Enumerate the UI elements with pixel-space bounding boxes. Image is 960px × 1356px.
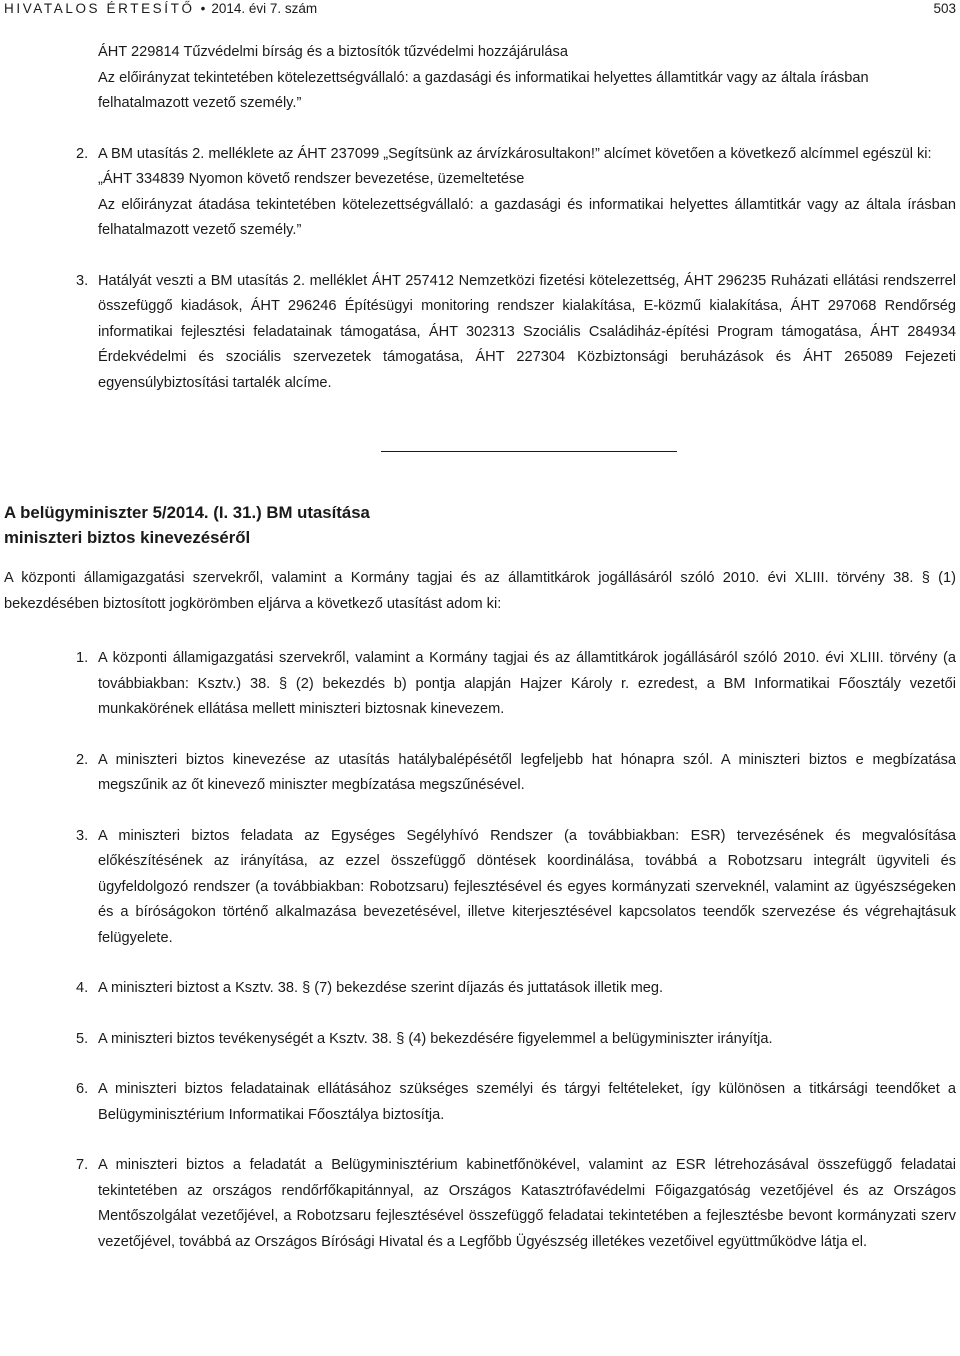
page-body bbox=[0, 40, 960, 1255]
list-item bbox=[0, 748, 960, 799]
title-line: A belügyminiszter 5/2014. (I. 31.) BM utasítása bbox=[4, 503, 370, 522]
list-item bbox=[0, 824, 960, 952]
item-text: Hatályát veszti a BM utasítás 2. melléklet ÁHT 257412 Nemzetközi fizetési kötelezettség, ÁHT 296235 Ruházati ellátási rendszerrel összefüggő kiadások, ÁHT 296246 Építésügyi monitoring rendszer kialakítása, E-közmű kialakítása, ÁHT 297068 Rendőrség informatikai fejlesztési feladatainak támogatása, ÁHT 302313 Szociális Családiház-építési Program támogatása, ÁHT 284934 Érdekvédelmi és szociális szervezetek támogatása, ÁHT 227304 Közbiztonsági beruházások és ÁHT 265089 Fejezeti egyensúlybiztosítási tartalék alcíme. bbox=[98, 272, 956, 391]
item-number: 3. bbox=[76, 272, 89, 289]
header-bullet: • bbox=[200, 1, 206, 16]
quote-line: Az előirányzat átadása tekintetében kötelezettségvállaló: a gazdasági és informatikai helyettes államtitkár vagy az általa írásban felhatalmazott vezető személy.” bbox=[98, 196, 956, 238]
amendment-item bbox=[0, 269, 960, 397]
item-text: A miniszteri biztos tevékenységét a Ksztv. 38. § (4) bekezdésére figyelemmel a belügyminiszter irányítja. bbox=[98, 1030, 773, 1047]
item-number: 6. bbox=[76, 1081, 89, 1097]
continued-quote bbox=[0, 40, 960, 117]
quote-line: Az előirányzat tekintetében kötelezettségvállaló: a gazdasági és informatikai helyettes államtitkár vagy az általa írásban felhatalmazott vezető személy.” bbox=[98, 69, 869, 111]
item-number: 3. bbox=[76, 827, 89, 844]
quote-line: „ÁHT 334839 Nyomon követő rendszer bevezetése, üzemeltetése bbox=[98, 171, 525, 187]
document-title bbox=[0, 500, 960, 550]
list-item bbox=[0, 646, 960, 723]
item-text: A miniszteri biztos a feladatát a Belügyminisztérium kabinetfőnökével, valamint az ESR létrehozásával összefüggő feladatai tekintetében az országos rendőrfőkapitánnyal, az Országos Katasztrófavédelmi Főigazgatóság vezetőjével és az Országos Mentőszolgálat vezetőjével, a Robotzsaru fejlesztésével összefüggő feladatai tekintetében a fejlesztésbe bevont kormányzati szerv vezetőjével, továbbá az Országos Bírósági Hivatal és a Legfőbb Ügyészség illetékes vezetőivel együttműködve látja el. bbox=[98, 1157, 956, 1250]
preamble: A központi államigazgatási szervekről, valamint a Kormány tagjai és az államtitkárok jogállásáról szóló 2010. évi XLIII. törvény 38. § (1) bekezdésében biztosított jogkörömben eljárva a következő utasítást adom ki: bbox=[4, 570, 956, 612]
list-item bbox=[0, 976, 960, 1002]
item-number: 7. bbox=[76, 1157, 89, 1173]
page-header bbox=[0, 0, 960, 22]
item-text: A miniszteri biztost a Ksztv. 38. § (7) bekezdése szerint díjazás és juttatások illetik meg. bbox=[98, 980, 664, 996]
item-text: A BM utasítás 2. melléklete az ÁHT 237099 „Segítsünk az árvízkárosultakon!” alcímet követően a következő alcímmel egészül ki: bbox=[98, 145, 932, 162]
list-item bbox=[0, 1153, 960, 1255]
item-number: 2. bbox=[76, 145, 89, 162]
page-number: 503 bbox=[933, 1, 956, 16]
amendment-item bbox=[0, 142, 960, 244]
item-number: 4. bbox=[76, 980, 89, 996]
item-text: A miniszteri biztos feladata az Egységes Segélyhívó Rendszer (a továbbiakban: ESR) tervezésének és megvalósítása előkészítésének az irányítása, az ezzel összefüggő döntések koordinálása, továbbá a Robotzsaru integrált ügyviteli és ügyfeldolgozó rendszer (a továbbiakban: Robotzsaru) fejlesztésével és egyes kormányzati szerveknél, valamint az ügyészségeken és a bíróságokon történő alkalmazása bevezetésével, illetve kiterjesztésével kapcsolatos teendők szervezése és végrehajtásuk felügyelete. bbox=[98, 827, 956, 946]
list-item bbox=[0, 1077, 960, 1128]
issue-label: 2014. évi 7. szám bbox=[211, 1, 318, 16]
item-number: 2. bbox=[76, 751, 89, 768]
running-header bbox=[4, 0, 317, 18]
list-item bbox=[0, 1027, 960, 1053]
quote-line: ÁHT 229814 Tűzvédelmi bírság és a biztosítók tűzvédelmi hozzájárulása bbox=[98, 44, 568, 60]
title-line: miniszteri biztos kinevezéséről bbox=[4, 528, 251, 547]
item-text: A miniszteri biztos feladatainak ellátásához szükséges személyi és tárgyi feltételeket, így különösen a titkársági teendőket a Belügyminisztérium Informatikai Főosztálya biztosítja. bbox=[98, 1081, 956, 1123]
item-number: 1. bbox=[76, 650, 89, 666]
item-text: A miniszteri biztos kinevezése az utasítás hatálybalépésétől legfeljebb hat hónapra szól. A miniszteri biztos e megbízatása megszűnik az őt kinevező miniszter megbízatása megszűnésével. bbox=[98, 751, 956, 793]
item-number: 5. bbox=[76, 1030, 89, 1047]
item-text: A központi államigazgatási szervekről, valamint a Kormány tagjai és az államtitkárok jogállásáról szóló 2010. évi XLIII. törvény (a továbbiakban: Ksztv.) 38. § (2) bekezdés b) pontja alapján Hajzer Károly r. ezredest, a BM Informatikai Főosztály vezetői munkakörének ellátása mellett miniszteri biztosnak kinevezem. bbox=[98, 650, 956, 717]
publication-title: HIVATALOS ÉRTESÍTŐ bbox=[4, 1, 195, 16]
